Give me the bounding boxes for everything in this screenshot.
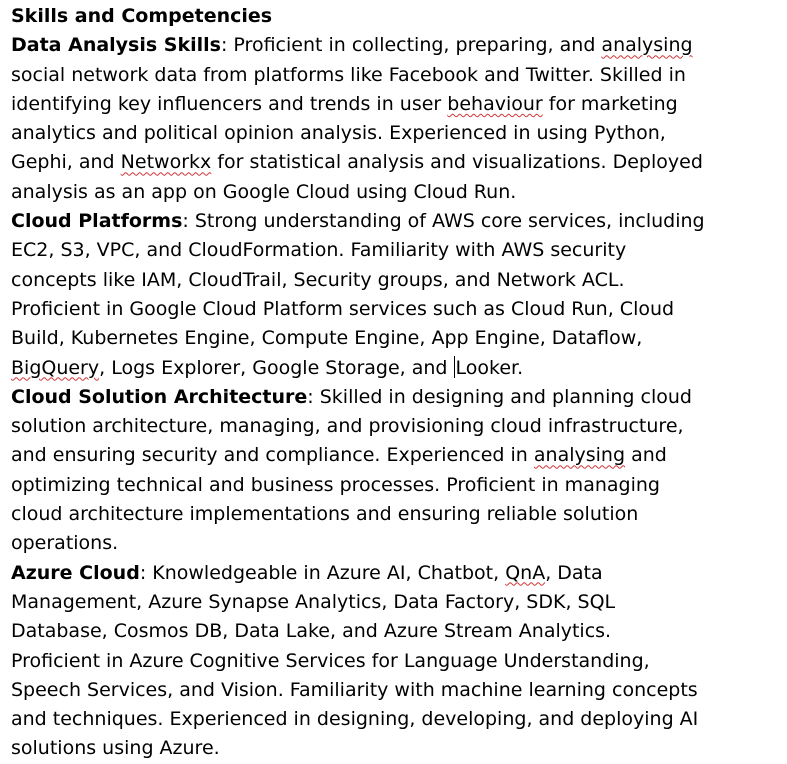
text-line xyxy=(11,236,781,265)
text-cursor xyxy=(454,356,455,378)
spellcheck-flagged-word: analysing xyxy=(601,34,693,57)
text-run: Gephi, and xyxy=(11,151,121,174)
spellcheck-flagged-word: QnA xyxy=(505,561,546,584)
text-line xyxy=(11,266,781,295)
text-run: and xyxy=(625,444,667,467)
text-line xyxy=(11,383,781,412)
text-line xyxy=(11,734,781,763)
spellcheck-flagged-word: analysing xyxy=(533,444,626,467)
text-run: : Knowledgeable in Azure AI, Chatbot, xyxy=(139,561,506,584)
skill-paragraph xyxy=(11,383,781,559)
skills-sections xyxy=(11,31,781,763)
text-run: operations. xyxy=(11,532,119,555)
text-run: optimizing technical and business processes. Proficient in managing xyxy=(11,473,660,496)
text-run: Database, Cosmos DB, Data Lake, and Azure Stream Analytics. xyxy=(11,620,612,643)
text-run: for statistical analysis and visualizations. Deployed xyxy=(211,151,703,174)
text-run: cloud architecture implementations and ensuring reliable solution xyxy=(11,503,639,526)
text-line xyxy=(11,676,781,705)
text-line xyxy=(11,354,781,383)
text-run: : Strong understanding of AWS core services, including xyxy=(182,210,705,233)
spellcheck-flagged-word: Networkx xyxy=(120,151,212,174)
skill-paragraph xyxy=(11,31,781,207)
text-line xyxy=(11,148,781,177)
skill-label: Cloud Platforms xyxy=(11,210,183,233)
text-run: and ensuring security and compliance. Experienced in xyxy=(11,444,534,467)
text-line xyxy=(11,119,781,148)
text-run: identifying key influencers and trends in user xyxy=(11,92,448,115)
text-line xyxy=(11,441,781,470)
text-run: Proficient in Azure Cognitive Services for Language Understanding, xyxy=(11,649,650,672)
section-heading: Skills and Competencies xyxy=(11,5,273,27)
text-line xyxy=(11,61,781,90)
text-run: , Logs Explorer, Google Storage, and xyxy=(99,356,454,379)
text-line xyxy=(11,529,781,558)
text-run: Proficient in Google Cloud Platform services such as Cloud Run, Cloud xyxy=(11,297,675,320)
text-run: solutions using Azure. xyxy=(11,737,220,760)
text-run: solution architecture, managing, and provisioning cloud infrastructure, xyxy=(11,415,684,438)
text-line xyxy=(11,31,781,60)
text-line xyxy=(11,559,781,588)
skill-paragraph xyxy=(11,559,781,764)
spellcheck-flagged-word: BigQuery xyxy=(11,356,100,379)
text-run: analytics and political opinion analysis. Experienced in using Python, xyxy=(11,122,666,145)
text-line xyxy=(11,178,781,207)
skill-label: Data Analysis Skills xyxy=(11,34,221,57)
skill-paragraph xyxy=(11,207,781,383)
text-run: social network data from platforms like Facebook and Twitter. Skilled in xyxy=(11,63,686,86)
spellcheck-flagged-word: behaviour xyxy=(447,92,543,115)
text-line xyxy=(11,471,781,500)
text-run: , Data xyxy=(545,561,603,584)
text-line xyxy=(11,412,781,441)
text-run: Build, Kubernetes Engine, Compute Engine, App Engine, Dataflow, xyxy=(11,327,643,350)
text-line xyxy=(11,647,781,676)
text-line xyxy=(11,588,781,617)
text-line xyxy=(11,705,781,734)
text-run: : Skilled in designing and planning cloud xyxy=(307,385,692,408)
text-run: analysis as an app on Google Cloud using Cloud Run. xyxy=(11,180,517,203)
text-run: for marketing xyxy=(542,92,678,115)
text-line xyxy=(11,207,781,236)
text-run: Looker. xyxy=(455,356,524,379)
document-body[interactable] xyxy=(11,2,781,764)
text-line xyxy=(11,500,781,529)
text-run: EC2, S3, VPC, and CloudFormation. Familiarity with AWS security xyxy=(11,239,627,262)
skill-label: Azure Cloud xyxy=(11,561,140,584)
text-line xyxy=(11,90,781,119)
text-line xyxy=(11,295,781,324)
text-run: Speech Services, and Vision. Familiarity with machine learning concepts xyxy=(11,678,698,701)
text-line xyxy=(11,617,781,646)
skill-label: Cloud Solution Architecture xyxy=(11,385,308,408)
text-run: concepts like IAM, CloudTrail, Security groups, and Network ACL. xyxy=(11,268,625,291)
text-run: and techniques. Experienced in designing, developing, and deploying AI xyxy=(11,708,699,731)
text-run: : Proficient in collecting, preparing, and xyxy=(220,34,602,57)
text-line xyxy=(11,324,781,353)
text-run: Management, Azure Synapse Analytics, Data Factory, SDK, SQL xyxy=(11,590,616,613)
